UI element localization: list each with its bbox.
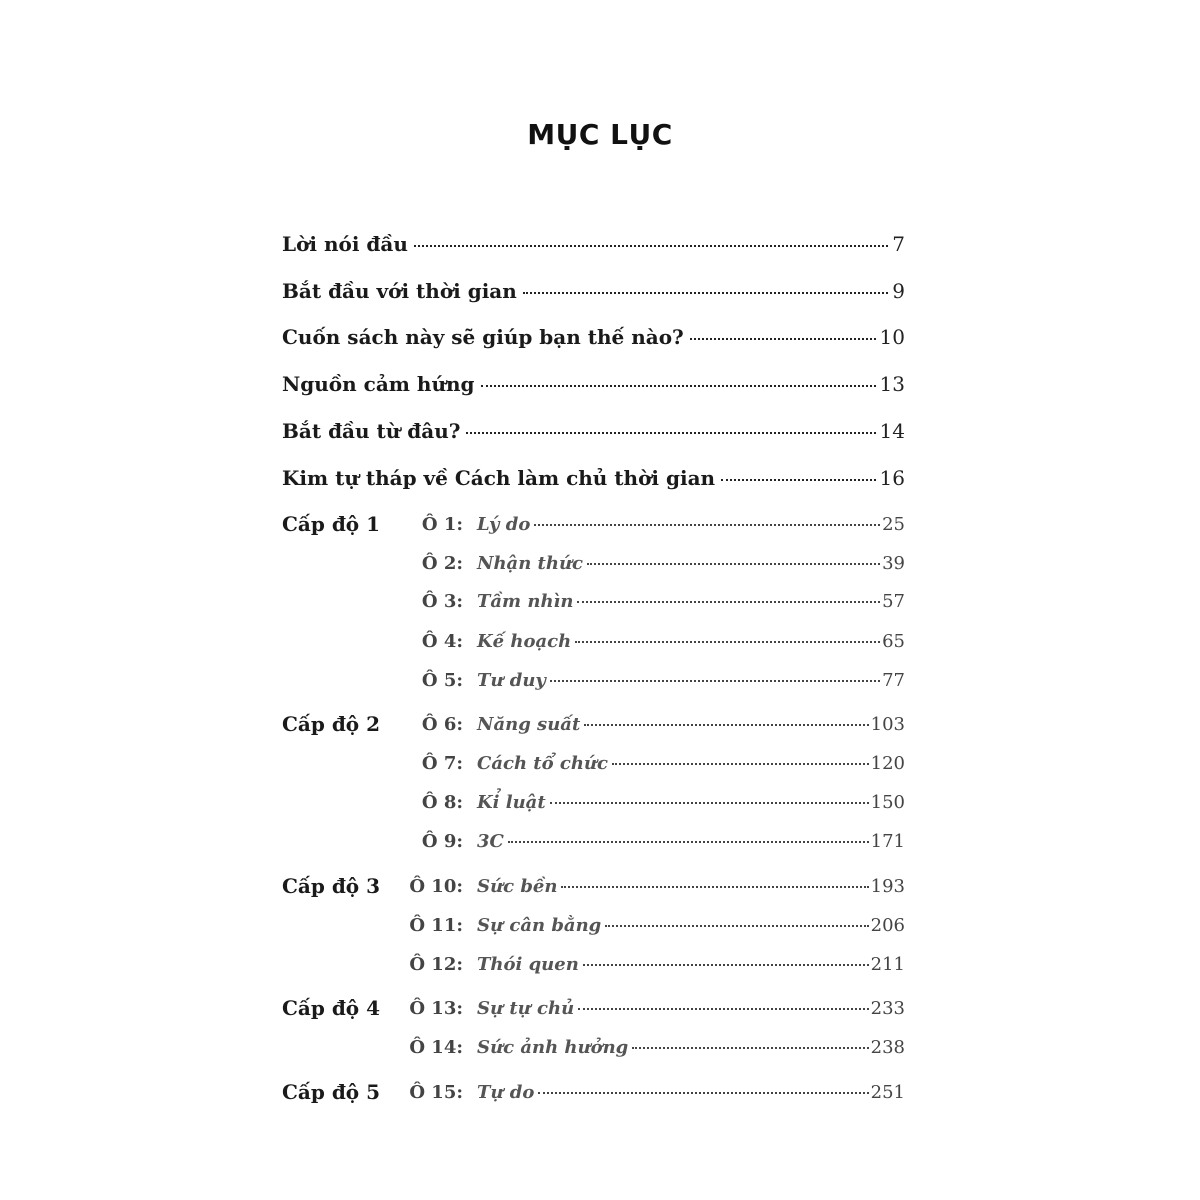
cell-number: Ô 15: [409, 1082, 463, 1103]
dot-leader [605, 925, 868, 927]
cell-page: 120 [870, 753, 905, 774]
cell-page: 238 [870, 1037, 905, 1058]
dot-leader [612, 763, 869, 765]
cell-title: Tự do [477, 1082, 535, 1103]
cell-title: Sự tự chủ [477, 998, 575, 1019]
cell-number: Ô 6: [421, 714, 463, 735]
cell-title: Thói quen [477, 954, 579, 975]
dot-leader [583, 964, 869, 966]
cell-page: 211 [870, 954, 905, 975]
cell-page: 103 [870, 714, 905, 735]
dot-leader [550, 802, 869, 804]
toc-entry-page: 13 [879, 372, 905, 396]
toc-sub-entry[interactable] [405, 591, 905, 612]
toc-sub-entry[interactable] [405, 915, 905, 936]
cell-page: 25 [882, 514, 905, 535]
toc-sub-entry[interactable] [405, 876, 905, 897]
cell-page: 251 [870, 1082, 905, 1103]
cell-page: 206 [870, 915, 905, 936]
cell-page: 171 [870, 831, 905, 852]
toc-entry-page: 14 [879, 419, 905, 443]
toc-entry-page: 7 [892, 232, 905, 256]
toc-sub-entry[interactable] [405, 1082, 905, 1103]
cell-page: 57 [882, 591, 905, 612]
toc-sub-entry[interactable] [405, 553, 905, 574]
toc-sub-entry[interactable] [405, 831, 905, 852]
toc-entry[interactable] [282, 325, 905, 349]
toc-entry-label: Nguồn cảm hứng [282, 372, 475, 396]
cell-page: 193 [870, 876, 905, 897]
toc-entry-label: Kim tự tháp về Cách làm chủ thời gian [282, 466, 716, 490]
cell-number: Ô 11: [409, 915, 463, 936]
cell-number: Ô 10: [409, 876, 463, 897]
cell-number: Ô 2: [421, 553, 463, 574]
toc-entry-label: Lời nói đầu [282, 232, 408, 256]
toc-sub-entry[interactable] [405, 670, 905, 691]
dot-leader [481, 385, 876, 387]
level-label: Cấp độ 5 [282, 1080, 381, 1104]
dot-leader [577, 601, 880, 603]
cell-title: Tầm nhìn [477, 591, 574, 612]
dot-leader [550, 680, 880, 682]
cell-number: Ô 7: [421, 753, 463, 774]
toc-entry-label: Bắt đầu với thời gian [282, 279, 517, 303]
toc-sub-entry[interactable] [405, 753, 905, 774]
toc-sub-entry[interactable] [405, 631, 905, 652]
dot-leader [534, 524, 880, 526]
cell-title: Cách tổ chức [477, 753, 608, 774]
toc-entry[interactable] [282, 466, 905, 490]
cell-page: 150 [870, 792, 905, 813]
toc-entry-page: 10 [879, 325, 905, 349]
dot-leader [466, 432, 875, 434]
dot-leader [584, 724, 868, 726]
toc-entry[interactable] [282, 372, 905, 396]
toc-sub-entry[interactable] [405, 514, 905, 535]
cell-number: Ô 13: [409, 998, 463, 1019]
dot-leader [414, 245, 888, 247]
toc-sub-entry[interactable] [405, 792, 905, 813]
cell-number: Ô 14: [409, 1037, 463, 1058]
cell-title: Kỉ luật [477, 792, 546, 813]
cell-page: 233 [870, 998, 905, 1019]
cell-page: 39 [882, 553, 905, 574]
dot-leader [523, 292, 888, 294]
cell-number: Ô 8: [421, 792, 463, 813]
cell-number: Ô 3: [421, 591, 463, 612]
cell-title: Lý do [477, 514, 531, 535]
toc-entry[interactable] [282, 232, 905, 256]
toc-sub-entry[interactable] [405, 954, 905, 975]
level-label: Cấp độ 3 [282, 874, 381, 898]
cell-number: Ô 1: [421, 514, 463, 535]
toc-entry[interactable] [282, 419, 905, 443]
dot-leader [538, 1092, 868, 1094]
dot-leader [575, 641, 880, 643]
cell-page: 65 [882, 631, 905, 652]
cell-title: Năng suất [477, 714, 581, 735]
cell-title: Sự cân bằng [477, 915, 602, 936]
toc-entry[interactable] [282, 279, 905, 303]
page-title: MỤC LỤC [527, 118, 673, 151]
cell-number: Ô 12: [409, 954, 463, 975]
level-label: Cấp độ 1 [282, 512, 381, 536]
level-label: Cấp độ 4 [282, 996, 381, 1020]
dot-leader [721, 479, 875, 481]
cell-title: 3C [477, 831, 504, 852]
cell-title: Tư duy [477, 670, 546, 691]
toc-entry-page: 9 [892, 279, 905, 303]
toc-sub-entry[interactable] [405, 714, 905, 735]
cell-title: Nhận thức [477, 553, 584, 574]
cell-title: Sức bền [477, 876, 558, 897]
dot-leader [508, 841, 869, 843]
toc-sub-entry[interactable] [405, 1037, 905, 1058]
cell-number: Ô 4: [421, 631, 463, 652]
cell-page: 77 [882, 670, 905, 691]
cell-number: Ô 9: [421, 831, 463, 852]
toc-sub-entry[interactable] [405, 998, 905, 1019]
dot-leader [587, 563, 880, 565]
dot-leader [690, 338, 876, 340]
dot-leader [632, 1047, 868, 1049]
toc-entry-page: 16 [879, 466, 905, 490]
toc-entry-label: Bắt đầu từ đâu? [282, 419, 461, 443]
level-label: Cấp độ 2 [282, 712, 381, 736]
cell-title: Kế hoạch [477, 631, 572, 652]
toc-entry-label: Cuốn sách này sẽ giúp bạn thế nào? [282, 325, 684, 349]
cell-title: Sức ảnh hưởng [477, 1037, 629, 1058]
dot-leader [578, 1008, 868, 1010]
cell-number: Ô 5: [421, 670, 463, 691]
dot-leader [561, 886, 868, 888]
